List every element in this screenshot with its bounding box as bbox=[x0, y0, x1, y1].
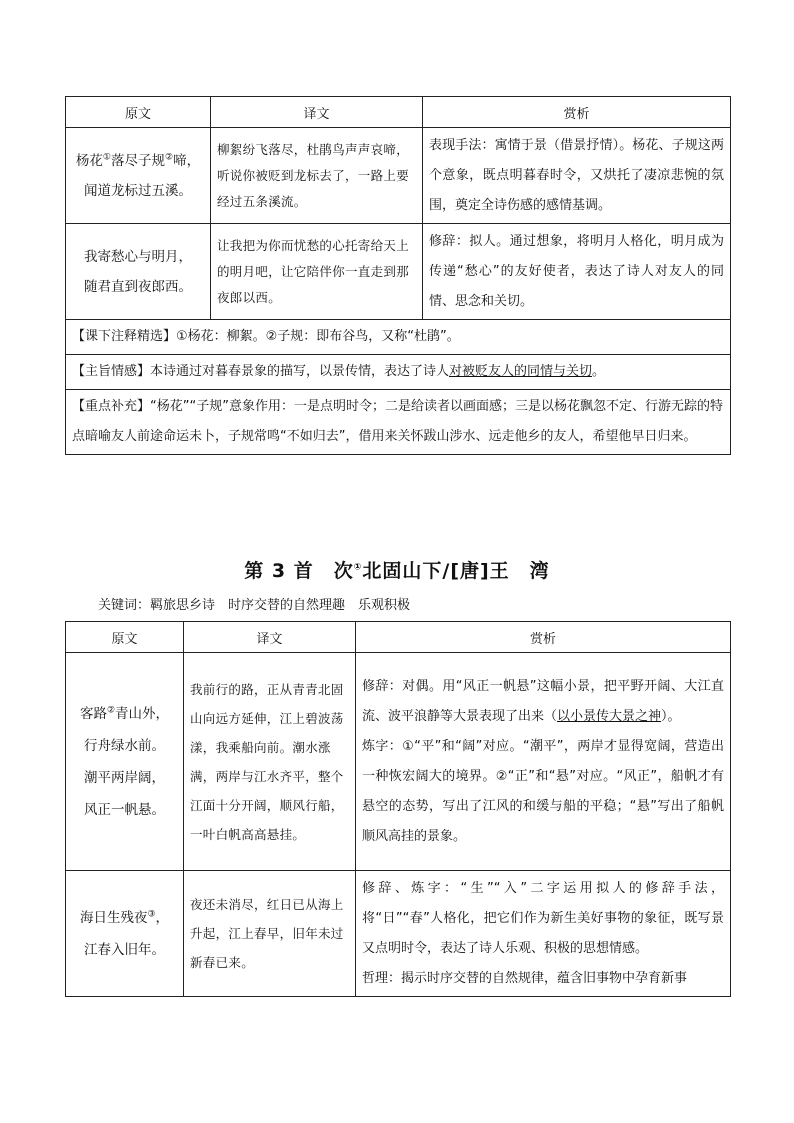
original-line: 我寄愁心与明月， bbox=[84, 248, 192, 265]
poem-table-1 bbox=[65, 96, 731, 455]
translation-cell: 让我把为你而忧愁的心托寄给天上的明月吧，让它陪伴你一直走到那夜郎以西。 bbox=[211, 224, 423, 320]
appreciation-rhetoric: 修辞：对偶。用“风正一帆悬”这幅小景，把平野开阔、大江直流、波平浪静等大景表现了出来（以小景传大景之神）。 bbox=[362, 678, 724, 724]
underlined-key-phrase: 对被贬友人的同情与关切 bbox=[449, 364, 593, 379]
appreciation-cell bbox=[356, 871, 731, 997]
poem-title: 第 3 首 次①北固山下/[唐]王 湾 bbox=[244, 560, 550, 582]
header-original: 原文 bbox=[66, 622, 184, 653]
supplement-note: 【重点补充】“杨花”“子规”意象作用：一是点明时令；二是给读者以画面感；三是以杨花飘忽不定、行游无踪的特点暗喻友人前途命运未卜，子规常鸣“不如归去”，借用来关怀跋山涉水、远走他乡的友人，希望他早日归来。 bbox=[66, 390, 731, 455]
appreciation-cell: 修辞：拟人。通过想象，将明月人格化，明月成为传递“愁心”的友好使者，表达了诗人对友人的同情、思念和关切。 bbox=[423, 224, 731, 320]
original-line: 风正一帆悬。 bbox=[84, 801, 165, 818]
header-appreciation: 赏析 bbox=[423, 97, 731, 128]
translation-cell: 夜还未消尽，红日已从海上升起，江上春早，旧年未过新春已来。 bbox=[184, 871, 356, 997]
footnote-annotation: 【课下注释精选】①杨花：柳絮。②子规：即布谷鸟，又称“杜鹃”。 bbox=[66, 320, 731, 355]
original-line: 杨花①落尽子规②啼， bbox=[75, 152, 201, 169]
original-text-cell bbox=[66, 128, 211, 224]
original-line: 江春入旧年。 bbox=[84, 941, 165, 958]
appreciation-philosophy: 哲理：揭示时序交替的自然规律，蕴含旧事物中孕育新事 bbox=[362, 970, 688, 986]
translation-cell: 柳絮纷飞落尽，杜鹃鸟声声哀啼，听说你被贬到龙标去了，一路上要经过五条溪流。 bbox=[211, 128, 423, 224]
original-text-cell bbox=[66, 224, 211, 320]
header-original: 原文 bbox=[66, 97, 211, 128]
appreciation-rhetoric: 修辞、炼字：“生”“入”二字运用拟人的修辞手法，将“日”“春”人格化，把它们作为新生美好事物的象征，既写景又点明时令，表达了诗人乐观、积极的思想情感。 bbox=[362, 880, 724, 956]
appreciation-wording: 炼字：①“平”和“阔”对应。“潮平”，两岸才显得宽阔，营造出一种恢宏阔大的境界。②“正”和“悬”对应。“风正”，船帆才有悬空的态势，写出了江风的和缓与船的平稳；“悬”写出了船帆顺风高挂的景象。 bbox=[362, 738, 724, 844]
header-translation: 译文 bbox=[184, 622, 356, 653]
original-line: 闻道龙标过五溪。 bbox=[84, 182, 192, 199]
original-line: 潮平两岸阔， bbox=[84, 769, 165, 786]
underlined-key-phrase: 以小景传大景之神 bbox=[557, 708, 662, 724]
original-text-cell bbox=[66, 871, 184, 997]
keywords-line: 关键词：羁旅思乡诗 时序交替的自然理趣 乐观积极 bbox=[98, 598, 411, 613]
header-translation: 译文 bbox=[211, 97, 423, 128]
original-text-cell bbox=[66, 653, 184, 871]
original-line: 海日生残夜③， bbox=[79, 909, 170, 926]
translation-cell: 我前行的路，正从青青北固山向远方延伸，江上碧波荡漾，我乘船向前。潮水涨满，两岸与江水齐平，整个江面十分开阔，顺风行船，一叶白帆高高悬挂。 bbox=[184, 653, 356, 871]
theme-note: 【主旨情感】本诗通过对暮春景象的描写，以景传情，表达了诗人对被贬友人的同情与关切。 bbox=[66, 355, 731, 390]
appreciation-cell bbox=[356, 653, 731, 871]
poem-table-2 bbox=[65, 621, 731, 997]
original-line: 随君直到夜郎西。 bbox=[84, 278, 192, 295]
appreciation-cell: 表现手法：寓情于景（借景抒情）。杨花、子规这两个意象，既点明暮春时令，又烘托了凄凉悲惋的氛围，奠定全诗伤感的感情基调。 bbox=[423, 128, 731, 224]
original-line: 行舟绿水前。 bbox=[84, 737, 165, 754]
original-line: 客路②青山外， bbox=[79, 705, 170, 722]
header-appreciation: 赏析 bbox=[356, 622, 731, 653]
